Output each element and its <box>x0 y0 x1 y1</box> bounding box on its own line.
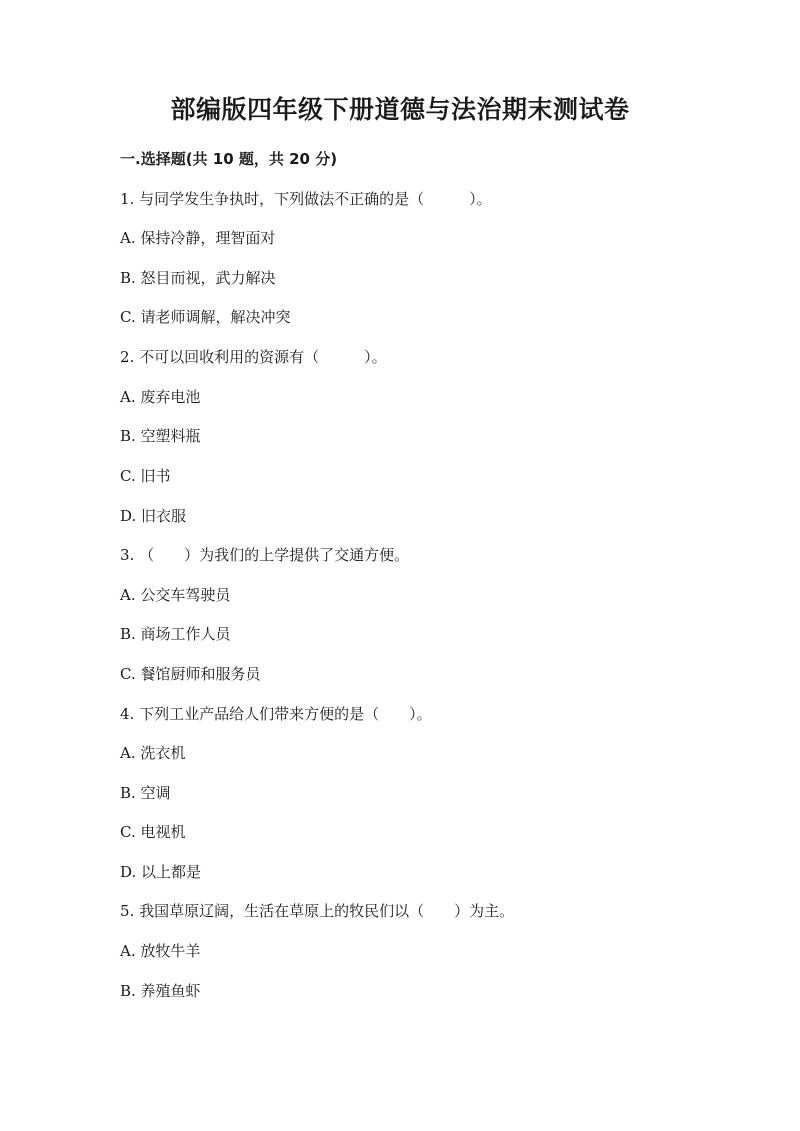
question-2: 2. 不可以回收利用的资源有（ ）。 <box>120 348 387 366</box>
option-4c: C. 电视机 <box>120 823 186 841</box>
option-1a: A. 保持冷静，理智面对 <box>120 229 276 247</box>
option-1b: B. 怒目而视，武力解决 <box>120 269 276 287</box>
option-4b: B. 空调 <box>120 784 171 802</box>
section-heading: 一.选择题(共 10 题，共 20 分) <box>120 150 338 168</box>
option-3a: A. 公交车驾驶员 <box>120 586 231 604</box>
question-4: 4. 下列工业产品给人们带来方便的是（ ）。 <box>120 705 432 723</box>
option-4d: D. 以上都是 <box>120 863 202 881</box>
option-2a: A. 废弃电池 <box>120 388 201 406</box>
option-2d: D. 旧衣服 <box>120 507 187 525</box>
option-2c: C. 旧书 <box>120 467 171 485</box>
option-5a: A. 放牧牛羊 <box>120 942 201 960</box>
option-1c: C. 请老师调解，解决冲突 <box>120 308 291 326</box>
document-title: 部编版四年级下册道德与法治期末测试卷 <box>170 95 630 124</box>
question-5: 5. 我国草原辽阔，生活在草原上的牧民们以（ ）为主。 <box>120 902 515 920</box>
option-3c: C. 餐馆厨师和服务员 <box>120 665 261 683</box>
option-4a: A. 洗衣机 <box>120 744 186 762</box>
option-3b: B. 商场工作人员 <box>120 625 231 643</box>
option-2b: B. 空塑料瓶 <box>120 427 201 445</box>
option-5b: B. 养殖鱼虾 <box>120 982 201 1000</box>
question-3: 3. （ ）为我们的上学提供了交通方便。 <box>120 546 410 564</box>
question-1: 1. 与同学发生争执时，下列做法不正确的是（ ）。 <box>120 190 492 208</box>
